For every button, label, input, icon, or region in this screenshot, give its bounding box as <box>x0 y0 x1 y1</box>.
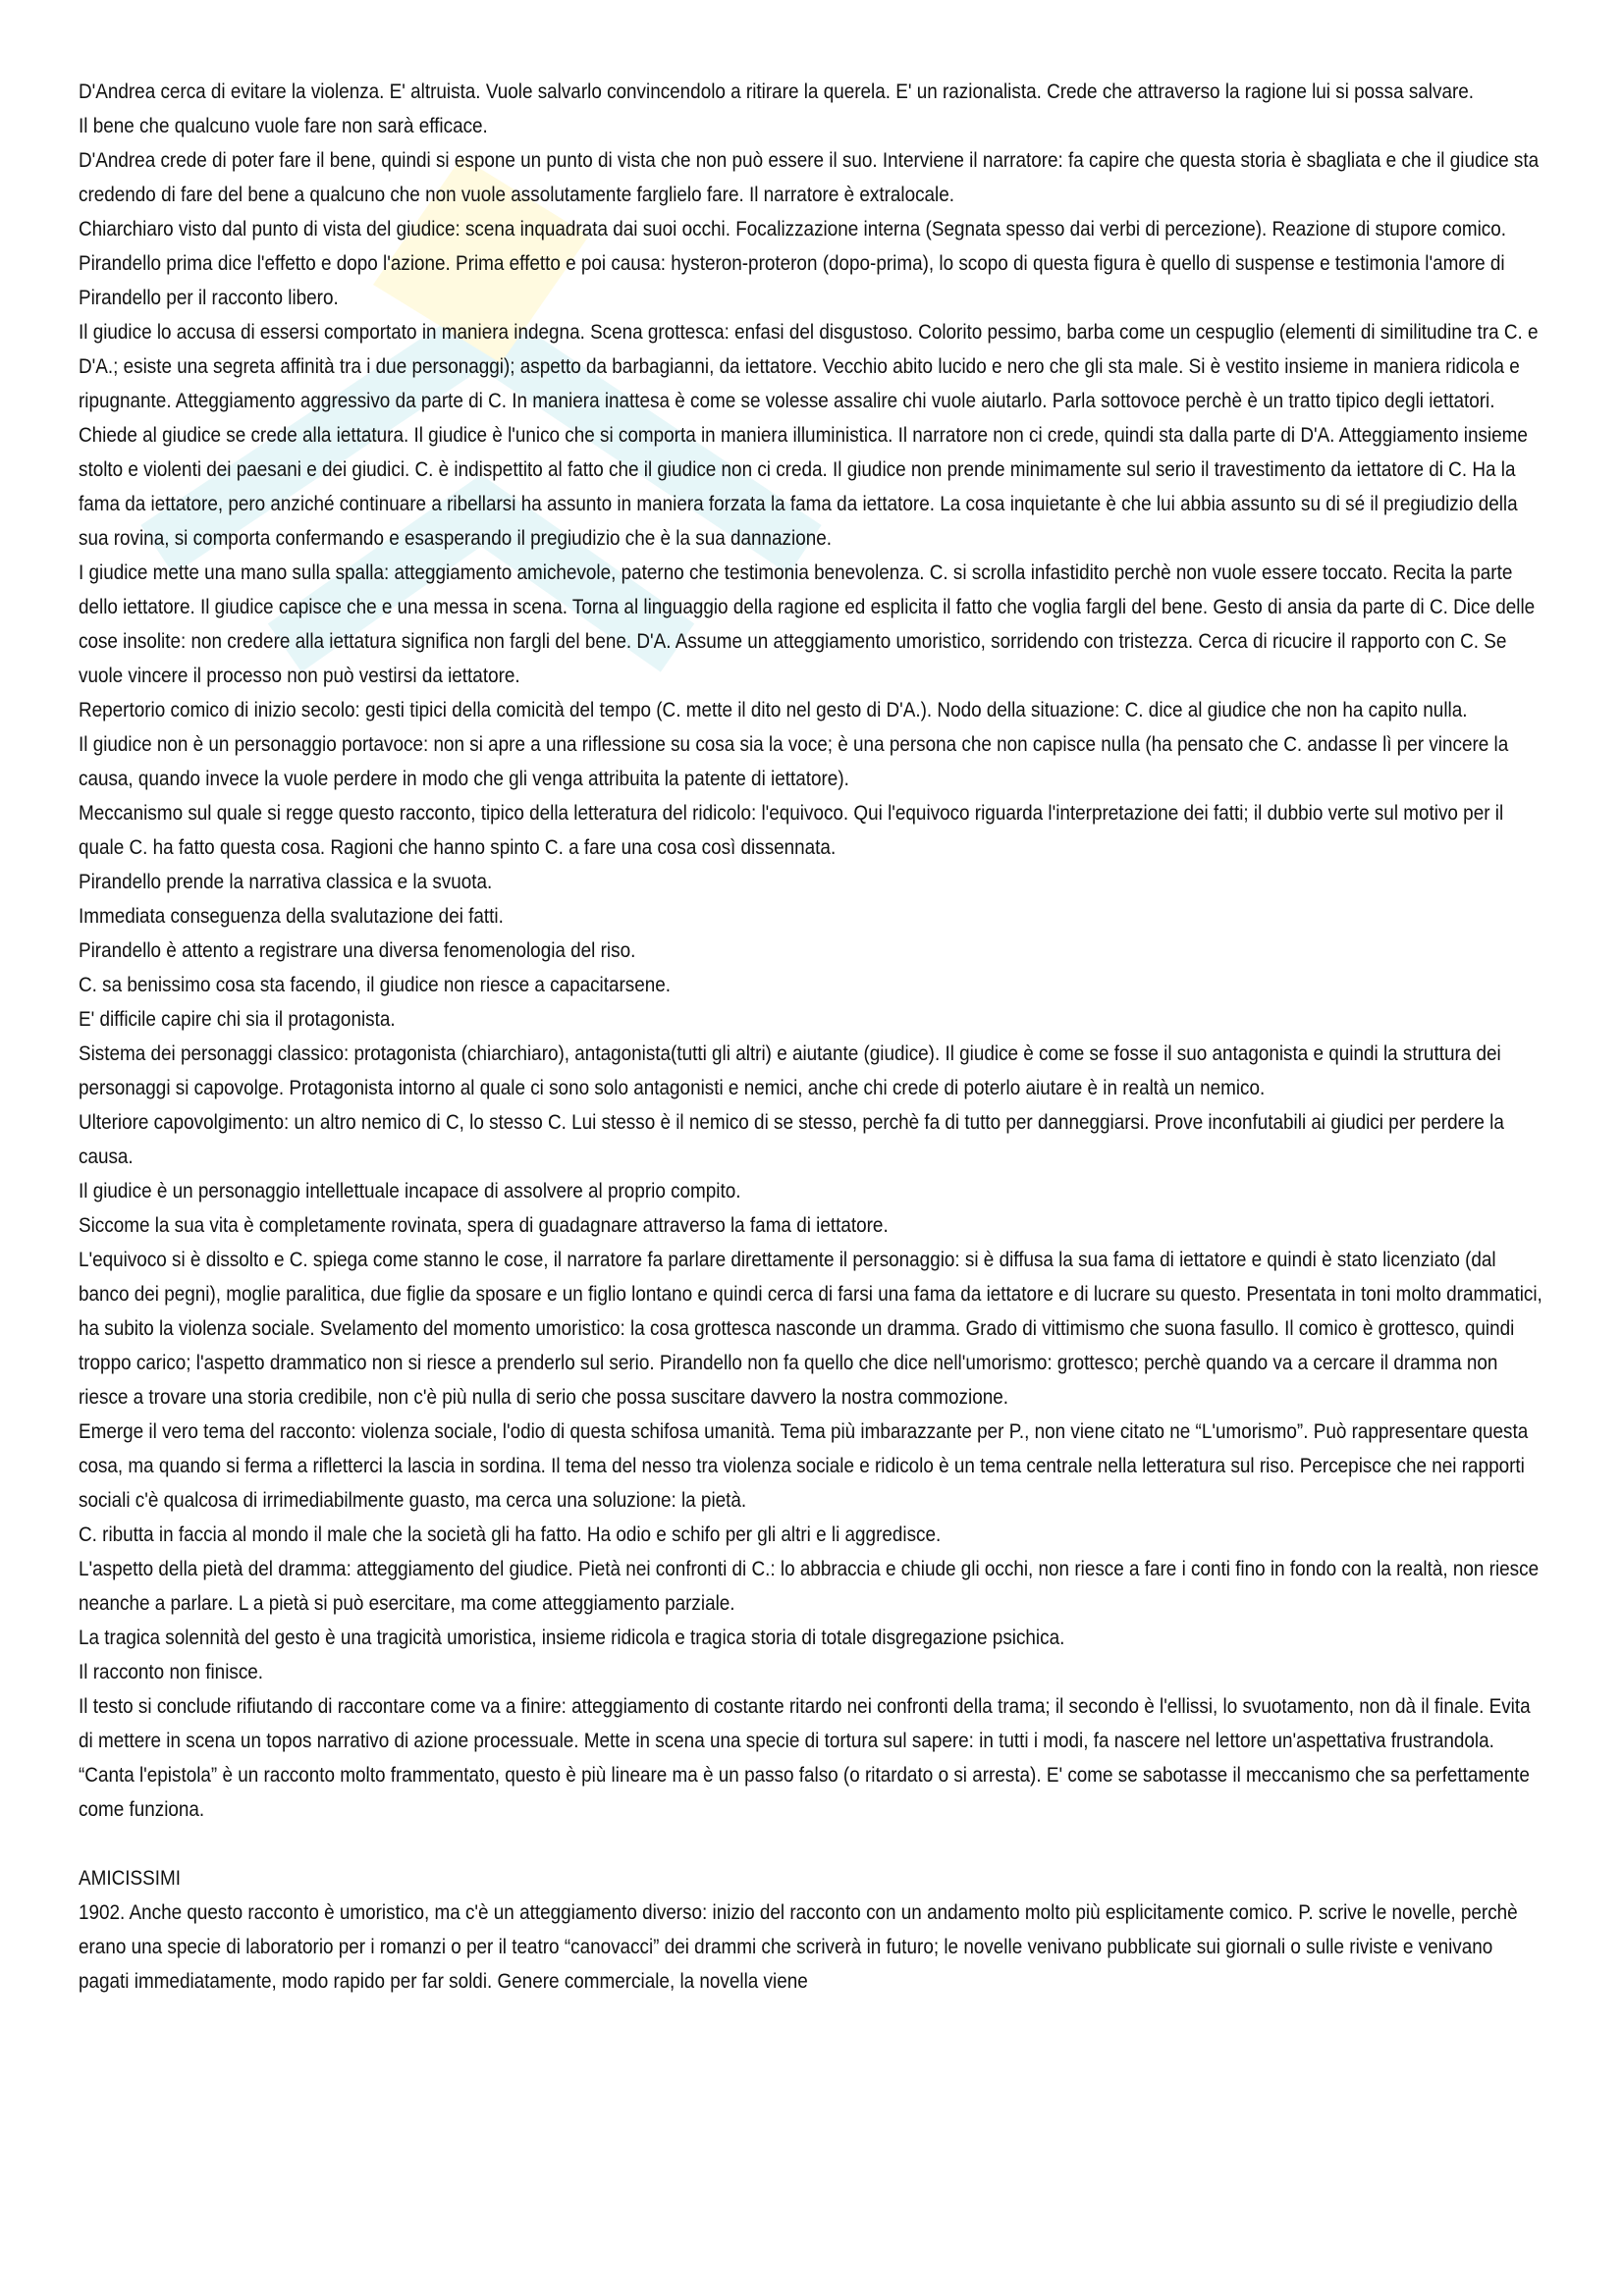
paragraph: D'Andrea cerca di evitare la violenza. E' altruista. Vuole salvarlo convincendolo a ritirare la querela. E' un razionalista. Crede che attraverso la ragione lui si possa salvare. <box>79 80 1475 103</box>
paragraph: Sistema dei personaggi classico: protagonista (chiarchiaro), antagonista(tutti gli altri) e aiutante (giudice). Il giudice è come se fosse il suo antagonista e quindi la struttura dei personaggi si capovolge. Protagonista intorno al quale ci sono solo antagonisti e nemici, anche chi crede di poterlo aiutare è in realtà un nemico. <box>79 1042 1501 1099</box>
section-spacer <box>79 1827 1546 1861</box>
document-page <box>79 75 1546 1999</box>
paragraph: Il giudice non è un personaggio portavoce: non si apre a una riflessione su cosa sia la voce; è una persona che non capisce nulla (ha pensato che C. andasse lì per vincere la causa, quando invece la vuole perdere in modo che gli venga attribuita la patente di iettatore). <box>79 733 1509 790</box>
paragraph: Ulteriore capovolgimento: un altro nemico di C, lo stesso C. Lui stesso è il nemico di se stesso, perchè fa di tutto per danneggiarsi. Prove inconfutabili ai giudici per perdere la causa. <box>79 1111 1504 1168</box>
notes-body <box>79 75 1546 1827</box>
paragraph: Repertorio comico di inizio secolo: gesti tipici della comicità del tempo (C. mette il dito nel gesto di D'A.). Nodo della situazione: C. dice al giudice che non ha capito nulla. <box>79 699 1468 721</box>
paragraph: Il bene che qualcuno vuole fare non sarà efficace. <box>79 115 488 137</box>
paragraph: Il racconto non finisce. <box>79 1661 264 1683</box>
paragraph: Meccanismo sul quale si regge questo racconto, tipico della letteratura del ridicolo: l'equivoco. Qui l'equivoco riguarda l'interpretazione dei fatti; il dubbio verte sul motivo per il quale C. ha fatto questa cosa. Ragioni che hanno spinto C. a fare una cosa così dissennata. <box>79 802 1504 859</box>
paragraph: C. sa benissimo cosa sta facendo, il giudice non riesce a capacitarsene. <box>79 974 672 996</box>
paragraph: L'aspetto della pietà del dramma: atteggiamento del giudice. Pietà nei confronti di C.: lo abbraccia e chiude gli occhi, non riesce a fare i conti fino in fondo con la realtà, non riesce neanche a parlare. L a pietà si può esercitare, ma come atteggiamento parziale. <box>79 1558 1540 1615</box>
notes-body-continued <box>79 1896 1546 1999</box>
paragraph: La tragica solennità del gesto è una tragicità umoristica, insieme ridicola e tragica storia di totale disgregazione psichica. <box>79 1627 1065 1649</box>
paragraph: Il testo si conclude rifiutando di raccontare come va a finire: atteggiamento di costante ritardo nei confronti della trama; il secondo è l'ellissi, lo svuotamento, non dà il finale. Evita di mettere in scena un topos narrativo di azione processuale. Mette in scena una specie di tortura sul sapere: in tutti i modi, fa nascere nel lettore un'aspettativa frustrandola. <box>79 1695 1531 1752</box>
paragraph: “Canta l'epistola” è un racconto molto frammentato, questo è più lineare ma è un passo falso (o ritardato o si arresta). E' come se sabotasse il meccanismo che sa perfettamente come funziona. <box>79 1764 1530 1821</box>
paragraph: Il giudice lo accusa di essersi comportato in maniera indegna. Scena grottesca: enfasi del disgustoso. Colorito pessimo, barba come un cespuglio (elementi di similitudine tra C. e D'A.; esiste una segreta affinità tra i due personaggi); aspetto da barbagianni, da iettatore. Vecchio abito lucido e nero che gli sta male. Si è vestito insieme in maniera ridicola e ripugnante. Atteggiamento aggressivo da parte di C. In maniera inattesa è come se volesse assalire chi vuole aiutarlo. Parla sottovoce perchè è un tratto tipico degli iettatori. Chiede al giudice se crede alla iettatura. Il giudice è l'unico che si comporta in maniera illuministica. Il narratore non ci crede, quindi sta dalla parte di D'A. Atteggiamento insieme stolto e violenti dei paesani e dei giudici. C. è indispettito al fatto che il giudice non ci creda. Il giudice non prende minimamente sul serio il travestimento da iettatore di C. Ha la fama da iettatore, pero anziché continuare a ribellarsi ha assunto in maniera forzata la fama da iettatore. La cosa inquietante è che lui abbia assunto su di sé il pregiudizio della sua rovina, si comporta confermando e esasperando il pregiudizio che è la sua dannazione. <box>79 321 1539 550</box>
paragraph: Pirandello è attento a registrare una diversa fenomenologia del riso. <box>79 939 636 962</box>
paragraph: Immediata conseguenza della svalutazione dei fatti. <box>79 905 504 928</box>
paragraph: I giudice mette una mano sulla spalla: atteggiamento amichevole, paterno che testimonia benevolenza. C. si scrolla infastidito perchè non vuole essere toccato. Recita la parte dello iettatore. Il giudice capisce che e una messa in scena. Torna al linguaggio della ragione ed esplicita il fatto che voglia fargli del bene. Gesto di ansia da parte di C. Dice delle cose insolite: non credere alla iettatura significa non fargli del bene. D'A. Assume un atteggiamento umoristico, sorridendo con tristezza. Cerca di ricucire il rapporto con C. Se vuole vincere il processo non può vestirsi da iettatore. <box>79 561 1536 687</box>
section-heading: AMICISSIMI <box>79 1867 181 1890</box>
paragraph: Siccome la sua vita è completamente rovinata, spera di guadagnare attraverso la fama di iettatore. <box>79 1214 889 1237</box>
paragraph: 1902. Anche questo racconto è umoristico, ma c'è un atteggiamento diverso: inizio del racconto con un andamento molto più esplicitamente comico. P. scrive le novelle, perchè erano una specie di laboratorio per i romanzi o per il teatro “canovacci” dei drammi che scriverà in futuro; le novelle venivano pubblicate sui giornali o sulle riviste e venivano pagati immediatamente, modo rapido per far soldi. Genere commerciale, la novella viene <box>79 1901 1518 1993</box>
paragraph: E' difficile capire chi sia il protagonista. <box>79 1008 396 1031</box>
paragraph: Pirandello prende la narrativa classica e la svuota. <box>79 871 493 893</box>
paragraph: Il giudice è un personaggio intellettuale incapace di assolvere al proprio compito. <box>79 1180 741 1202</box>
paragraph: D'Andrea crede di poter fare il bene, quindi si espone un punto di vista che non può essere il suo. Interviene il narratore: fa capire che questa storia è sbagliata e che il giudice sta credendo di fare del bene a qualcuno che non vuole assolutamente farglielo fare. Il narratore è extralocale. <box>79 149 1540 206</box>
paragraph: C. ributta in faccia al mondo il male che la società gli ha fatto. Ha odio e schifo per gli altri e li aggredisce. <box>79 1523 942 1546</box>
paragraph: L'equivoco si è dissolto e C. spiega come stanno le cose, il narratore fa parlare direttamente il personaggio: si è diffusa la sua fama di iettatore e quindi è stato licenziato (dal banco dei pegni), moglie paralitica, due figlie da sposare e un figlio lontano e quindi cerca di farsi una fama da iettatore e di lucrare su questo. Presentata in toni molto drammatici, ha subito la violenza sociale. Svelamento del momento umoristico: la cosa grottesca nasconde un dramma. Grado di vittimismo che suona fasullo. Il comico è grottesco, quindi troppo carico; l'aspetto drammatico non si riesce a prenderlo sul serio. Pirandello non fa quello che dice nell'umorismo: grottesco; perchè quando va a cercare il dramma non riesce a trovare una storia credibile, non c'è più nulla di serio che possa suscitare davvero la nostra commozione. <box>79 1249 1542 1409</box>
paragraph: Chiarchiaro visto dal punto di vista del giudice: scena inquadrata dai suoi occhi. Focalizzazione interna (Segnata spesso dai verbi di percezione). Reazione di stupore comico. Pirandello prima dice l'effetto e dopo l'azione. Prima effetto e poi causa: hysteron-proteron (dopo-prima), lo scopo di questa figura è quello di suspense e testimonia l'amore di Pirandello per il racconto libero. <box>79 218 1507 309</box>
paragraph: Emerge il vero tema del racconto: violenza sociale, l'odio di questa schifosa umanità. Tema più imbarazzante per P., non viene citato ne “L'umorismo”. Può rappresentare questa cosa, ma quando si ferma a rifletterci la lascia in sordina. Il tema del nesso tra violenza sociale e ridicolo è un tema centrale nella letteratura sul riso. Percepisce che nei rapporti sociali c'è qualcosa di irrimediabilmente guasto, ma cerca una soluzione: la pietà. <box>79 1420 1529 1512</box>
